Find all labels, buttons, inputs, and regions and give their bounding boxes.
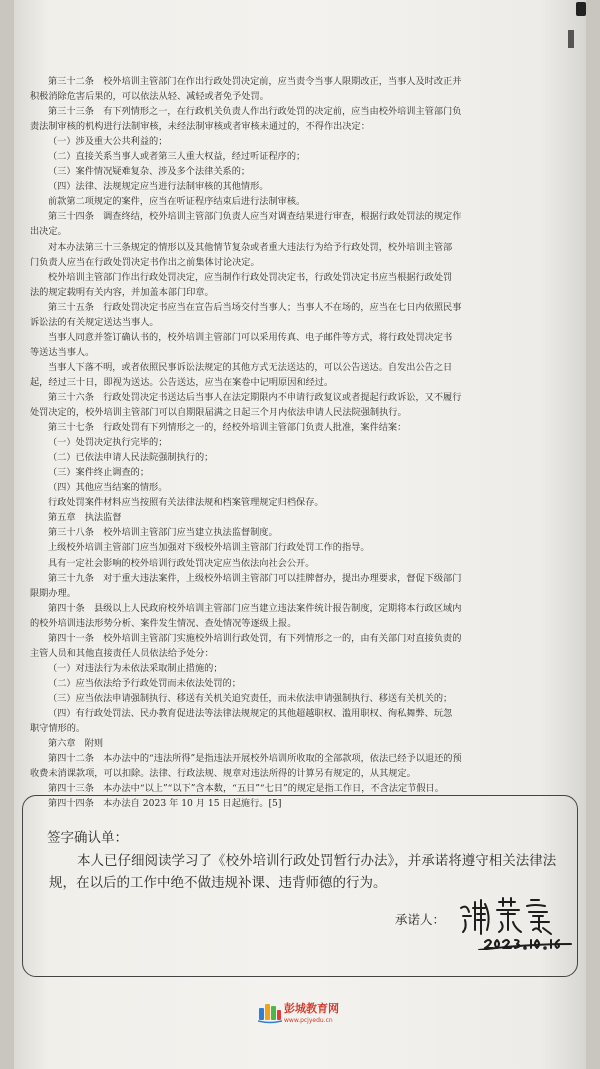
book-logo-icon — [258, 1002, 282, 1024]
pledge-title: 签字确认单： — [47, 830, 128, 846]
paragraph: 当事人下落不明，或者依照民事诉讼法规定的其他方式无法送达的，可以公告送达。自发出公告之日 — [48, 361, 453, 373]
list-item: （三）案件情况疑难复杂、涉及多个法律关系的； — [48, 166, 251, 178]
paragraph: 第四十三条 本办法中“以上”“以下”含本数，“五日”“七日”的规定是指工作日，不含法定节假日。 — [48, 783, 444, 795]
list-item: （一）对违法行为未依法采取制止措施的； — [48, 662, 223, 674]
paragraph: 第四十条 县级以上人民政府校外培训主管部门应当建立违法案件统计报告制度，定期将本行政区域内 — [48, 602, 462, 614]
pledge-text: 本人已仔细阅读学习了《校外培训行政处罚暂行办法》，并承诺将遵守相关法律法规，在以后的工作中绝不做违规补课、违背师德的行为。 — [49, 853, 557, 891]
paragraph: 处罚决定的，校外培训主管部门可以自期限届满之日起三个月内依法申请人民法院强制执行。 — [30, 407, 407, 419]
list-item: （二）已依法申请人民法院强制执行的； — [48, 452, 214, 464]
paragraph: 具有一定社会影响的校外培训行政处罚决定应当依法向社会公开。 — [48, 557, 315, 569]
paragraph: 法的规定载明有关内容，并加盖本部门印章。 — [30, 286, 214, 298]
paragraph: 第三十二条 校外培训主管部门在作出行政处罚决定前，应当责令当事人限期改正，当事人及时改正并 — [48, 76, 462, 87]
pledge-box — [22, 795, 578, 977]
paragraph: 第四十四条 本办法自 2023 年 10 月 15 日起施行。[5] — [48, 798, 282, 810]
list-item: （四）法律、法规规定应当进行法制审核的其他情形。 — [48, 181, 269, 193]
paragraph: 校外培训主管部门作出行政处罚决定，应当制作行政处罚决定书，行政处罚决定书应当根据行政处罚 — [48, 271, 453, 283]
binding-mark — [568, 30, 574, 48]
list-item: （二）应当依法给予行政处罚而未依法处罚的； — [48, 677, 241, 689]
paragraph: 起，经过三十日，即视为送达。公告送达，应当在案卷中记明原因和经过。 — [30, 376, 334, 388]
page-corner-mark — [576, 2, 586, 16]
handwritten-signature — [455, 894, 575, 950]
paragraph: 第三十三条 有下列情形之一，在行政机关负责人作出行政处罚的决定前，应当由校外培训主管部门负 — [48, 106, 462, 118]
paragraph: 的校外培训违法形势分析、案件发生情况、查处情况等逐级上报。 — [30, 617, 297, 629]
paragraph: 诉讼法的有关规定送达当事人。 — [30, 316, 159, 328]
chapter-heading: 第五章 执法监督 — [48, 512, 122, 524]
paragraph: 第三十七条 行政处罚有下列情形之一的，经校外培训主管部门负责人批准，案件结案： — [48, 422, 407, 434]
list-item: （四）有行政处罚法、民办教育促进法等法律法规规定的其他超越职权、滥用职权、徇私舞弊、玩忽 — [48, 707, 453, 719]
watermark-url: www.pcjyedu.cn — [284, 1017, 333, 1024]
paragraph: 前款第二项规定的案件，应当在听证程序结束后进行法制审核。 — [48, 196, 306, 208]
paragraph: 职守情形的。 — [30, 723, 86, 735]
paragraph: 上级校外培训主管部门应当加强对下级校外培训主管部门行政处罚工作的指导。 — [48, 542, 370, 554]
paragraph: 第三十九条 对于重大违法案件，上级校外培训主管部门可以挂牌督办，提出办理要求，督促下级部门 — [48, 572, 462, 584]
list-item: （三）案件终止调查的； — [48, 467, 150, 479]
paragraph: 门负责人应当在行政处罚决定书作出之前集体讨论决定。 — [30, 256, 260, 268]
pledger-label: 承诺人： — [395, 912, 446, 927]
paragraph: 第三十四条 调查终结，校外培训主管部门负责人应当对调查结果进行审查，根据行政处罚法的规定作 — [48, 211, 462, 223]
paragraph: 对本办法第三十三条规定的情形以及其他情节复杂或者重大违法行为给予行政处罚，校外培训主管部 — [48, 241, 453, 253]
list-item: （四）其他应当结案的情形。 — [48, 482, 168, 494]
list-item: （一）处罚决定执行完毕的； — [48, 437, 168, 449]
paragraph: 等送达当事人。 — [30, 346, 95, 358]
paragraph: 限期办理。 — [30, 587, 76, 599]
list-item: （一）涉及重大公共利益的； — [48, 136, 168, 148]
paragraph: 行政处罚案件材料应当按照有关法律法规和档案管理规定归档保存。 — [48, 497, 324, 509]
chapter-heading: 第六章 附则 — [48, 738, 104, 750]
paragraph: 第四十二条 本办法中的“违法所得”是指违法开展校外培训所收取的全部款项，依法已经予以退还的预 — [48, 753, 462, 765]
site-watermark — [258, 1000, 358, 1036]
list-item: （三）应当依法申请强制执行、移送有关机关追究责任，而未依法申请强制执行、移送有关机关的； — [48, 692, 453, 704]
paragraph: 第三十六条 行政处罚决定书送达后当事人在法定期限内不申请行政复议或者提起行政诉讼，又不履行 — [48, 391, 462, 403]
paragraph: 第四十一条 校外培训主管部门实施校外培训行政处罚，有下列情形之一的，由有关部门对直接负责的 — [48, 632, 462, 644]
paragraph: 收费未消课款项，可以扣除。法律、行政法规、规章对违法所得的计算另有规定的，从其规定。 — [30, 768, 416, 780]
paragraph: 当事人同意并签订确认书的，校外培训主管部门可以采用传真、电子邮件等方式，将行政处罚决定书 — [48, 331, 453, 343]
paragraph: 第三十五条 行政处罚决定书应当在宣告后当场交付当事人；当事人不在场的，应当在七日内依照民事 — [48, 301, 462, 313]
paragraph: 第三十八条 校外培训主管部门应当建立执法监督制度。 — [48, 527, 278, 539]
regulation-text — [30, 74, 576, 811]
watermark-name: 彭城教育网 — [284, 1002, 339, 1015]
paragraph: 责法制审核的机构进行法制审核，未经法制审核或者审核未通过的，不得作出决定： — [30, 121, 370, 133]
list-item: （二）直接关系当事人或者第三人重大权益，经过听证程序的； — [48, 151, 306, 163]
paragraph: 主管人员和其他直接责任人员依法给予处分： — [30, 647, 214, 659]
paragraph: 出决定。 — [30, 226, 67, 238]
paragraph: 积极消除危害后果的，可以依法从轻、减轻或者免予处罚。 — [30, 91, 269, 103]
